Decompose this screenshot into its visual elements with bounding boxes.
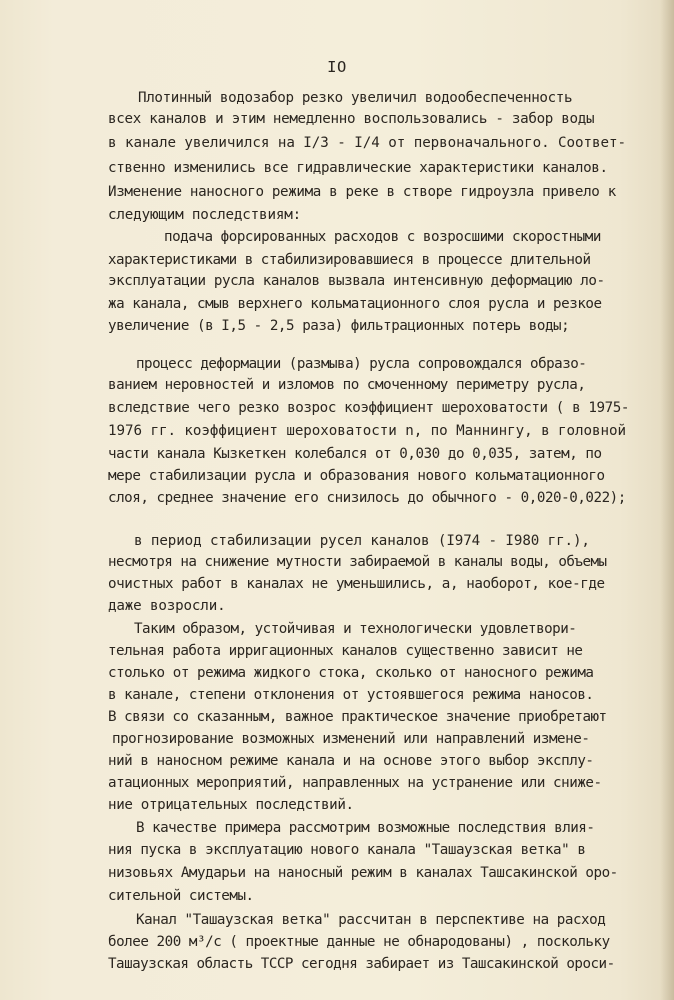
consequence-3-line-3: очистных работ в каналах не уменьшились, а, наоборот, кое-где <box>108 576 605 592</box>
paragraph-4-line-2: более 200 м³/с ( проектные данные не обнародованы) , поскольку <box>108 934 610 950</box>
consequence-2-line-6: мере стабилизации русла и образования нового кольматационного <box>108 468 605 484</box>
paragraph-1-line-2: всех каналов и этим немедленно воспользовались - забор воды <box>108 111 595 127</box>
paragraph-2-line-2: тельная работа ирригационных каналов существенно зависит не <box>108 643 583 659</box>
consequence-1-line-3: эксплуатации русла каналов вызвала интенсивную деформацию ло- <box>108 273 605 289</box>
paragraph-1-line-5: Изменение наносного режима в реке в створе гидроузла привело к <box>108 184 616 200</box>
paragraph-3-line-3: низовьях Амударьи на наносный режим в каналах Ташсакинской оро- <box>108 865 618 881</box>
paragraph-2-line-7: ний в наносном режиме канала и на основе этого выбор эксплу- <box>108 753 594 769</box>
paragraph-1-line-4: ственно изменились все гидравлические характеристики каналов. <box>108 160 608 176</box>
paragraph-2-line-8: атационных мероприятий, направленных на устранение или сниже- <box>108 775 602 791</box>
consequence-1-line-5: увеличение (в I,5 - 2,5 раза) фильтрационных потерь воды; <box>108 318 570 334</box>
consequence-2-line-3: вследствие чего резко возрос коэффициент шероховатости ( в 1975- <box>108 400 630 416</box>
consequence-1-line-2: характеристиками в стабилизировавшиеся в процессе длительной <box>108 252 591 268</box>
consequence-2-line-2: ванием неровностей и изломов по смоченному периметру русла, <box>108 377 586 393</box>
paragraph-1-line-6: следующим последствиям: <box>108 207 302 223</box>
consequence-2-line-7: слоя, среднее значение его снизилось до обычного - 0,020-0,022); <box>108 490 626 506</box>
paragraph-2-line-5: В связи со сказанным, важное практическое значение приобретают <box>108 709 607 725</box>
paragraph-2-line-4: в канале, степени отклонения от устоявшегося режима наносов. <box>108 687 594 703</box>
consequence-3-line-2: несмотря на снижение мутности забираемой в каналы воды, объемы <box>108 554 607 570</box>
paragraph-3-line-1: В качестве примера рассмотрим возможные последствия влия- <box>136 820 595 836</box>
paragraph-2-line-9: ние отрицательных последствий. <box>108 797 354 813</box>
paragraph-4-line-1: Канал "Ташаузская ветка" рассчитан в перспективе на расход <box>136 912 606 928</box>
consequence-2-line-5: части канала Кызкеткен колебался от 0,030 до 0,035, затем, по <box>108 446 602 462</box>
consequence-1-line-1: подача форсированных расходов с возросшими скоростными <box>164 229 601 245</box>
paragraph-3-line-4: сительной системы. <box>108 888 254 904</box>
paragraph-2-line-6: прогнозирование возможных изменений или направлений измене- <box>112 731 590 747</box>
document-body <box>0 88 674 1000</box>
consequence-2-line-1: процесс деформации (размыва) русла сопровождался образо- <box>136 356 587 372</box>
paragraph-2-line-3: столько от режима жидкого стока, сколько от наносного режима <box>108 665 594 681</box>
consequence-3-line-4: даже возросли. <box>108 598 226 614</box>
consequence-3-line-1: в период стабилизации русел каналов (I974 - I980 гг.), <box>134 533 590 549</box>
paragraph-2-line-1: Таким образом, устойчивая и технологически удовлетвори- <box>134 621 577 637</box>
paragraph-4-line-3: Ташаузская область ТССР сегодня забирает из Ташсакинской ороси- <box>108 956 615 972</box>
paragraph-3-line-2: ния пуска в эксплуатацию нового канала "Ташаузская ветка" в <box>108 842 586 858</box>
paragraph-1-line-3: в канале увеличился на I/3 - I/4 от первоначального. Соответ- <box>108 135 626 151</box>
paragraph-1-line-1: Плотинный водозабор резко увеличил водообеспеченность <box>138 90 573 106</box>
page-number: IO <box>327 58 347 76</box>
consequence-2-line-4: 1976 гг. коэффициент шероховатости n, по Маннингу, в головной <box>108 423 626 439</box>
consequence-1-line-4: жа канала, смыв верхнего кольматационного слоя русла и резкое <box>108 296 602 312</box>
